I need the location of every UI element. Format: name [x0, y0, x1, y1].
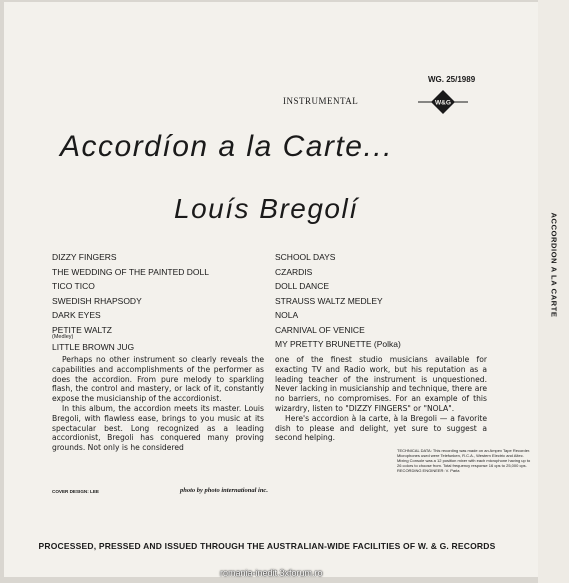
artist-name: Louís Bregolí: [174, 193, 359, 224]
track-item: [52, 265, 209, 280]
logo-text: W&G: [435, 99, 451, 107]
cover-design-credit: COVER DESIGN: LEE: [52, 489, 99, 494]
catalog-number: WG. 25/1989: [428, 75, 476, 84]
track-item: [275, 279, 401, 294]
photo-credit: photo by photo international inc.: [180, 487, 268, 494]
track-item: [52, 294, 209, 309]
track-title: TICO TICO: [52, 281, 95, 291]
track-list-right: [275, 250, 401, 352]
track-item: [52, 340, 209, 355]
track-item: [275, 308, 401, 323]
liner-paragraph: one of the finest studio musicians available for exacting TV and Radio work, but his reputation as a leading teacher of the instrument is unquestioned. Never lacking in musicianship and technique, there are no barriers, no compromises. For an example of this wizardry, listen to "DIZZY FINGERS" or "NOLA".: [275, 355, 487, 413]
liner-paragraph: Perhaps no other instrument so clearly reveals the capabilities and accomplishments of the performer as does the accordion. From pure melody to sparkling flash, the control and mastery, or lack of it, constantly expose the musicianship of the accordionist.: [52, 355, 264, 404]
track-title: STRAUSS WALTZ MEDLEY: [275, 295, 383, 306]
track-item: [275, 250, 401, 265]
track-title: PETITE WALTZ: [52, 324, 112, 335]
watermark: romania-inedit.3xforum.ro: [220, 568, 323, 578]
wg-diamond-logo: [418, 89, 468, 115]
track-item: [52, 279, 209, 294]
track-title: SCHOOL DAYS: [275, 252, 336, 262]
footer-legal-line: PROCESSED, PRESSED AND ISSUED THROUGH THE AUSTRALIAN-WIDE FACILITIES OF W. & G. RECORDS: [38, 541, 496, 551]
track-title: LITTLE BROWN JUG: [52, 342, 135, 352]
liner-notes-right: [275, 355, 487, 443]
track-title: CZARDIS: [275, 266, 313, 277]
track-item: [275, 323, 401, 338]
track-title: SWEDISH RHAPSODY: [52, 295, 142, 306]
track-item: [275, 294, 401, 309]
track-title: NOLA: [275, 310, 299, 320]
track-title: DIZZY FINGERS: [52, 252, 117, 262]
track-title: DARK EYES: [52, 310, 101, 320]
liner-paragraph: Here's accordion à la carte, à la Bregoli — a favorite dish to please and delight, yet sure to suggest a second helping.: [275, 413, 487, 443]
liner-paragraph: In this album, the accordion meets its master. Louis Bregoli, with flawless ease, brings to you music at its spectacular best. Long recognized as a leading accordionist, Bregoli has conquered many proving grounds. Not only is he considered: [52, 403, 264, 453]
track-list-left: [52, 250, 209, 355]
technical-data: TECHNICAL DATA: This recording was made on an Ampex Tape Recorder. Microphones used were Telefunken, R.C.A., Western Electric and Altec. Mixing Console was a 12 position mixer with each microphone having up to 26 colors to choose from. Total frequency response 16 cps to 25,000 cps. RECORDING ENGINEER: V. Parla: [397, 448, 531, 473]
track-item: [275, 337, 401, 352]
track-subtitle: (Medley): [52, 334, 74, 340]
spine-title: ACCORDION A LA CARTE: [549, 212, 559, 318]
track-title: THE WEDDING OF THE PAINTED DOLL: [52, 266, 209, 277]
track-item: [52, 308, 209, 323]
track-title: CARNIVAL OF VENICE: [275, 324, 365, 335]
track-item: [52, 323, 209, 341]
track-title: DOLL DANCE: [275, 281, 330, 291]
track-title: MY PRETTY BRUNETTE (Polka): [275, 339, 401, 349]
album-title: Accordíon a la Carte...: [60, 130, 393, 163]
track-item: [275, 265, 401, 280]
genre-tag: INSTRUMENTAL: [283, 96, 359, 106]
liner-notes-left: [52, 355, 264, 453]
track-item: [52, 250, 209, 265]
